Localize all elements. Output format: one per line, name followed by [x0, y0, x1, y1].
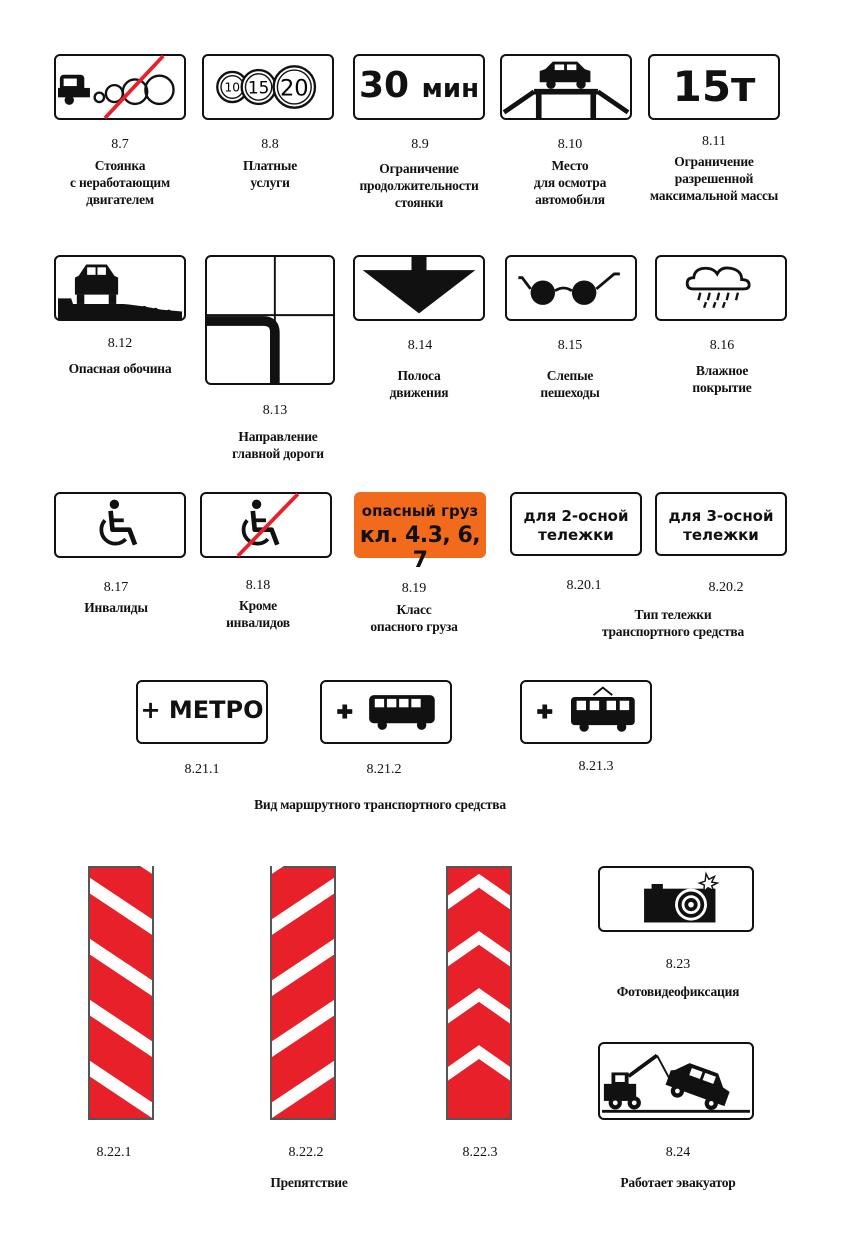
coin-10: 10 [224, 80, 241, 95]
num-8-20-2: 8.20.2 [708, 580, 744, 595]
num-8-17: 8.17 [103, 580, 129, 595]
num-8-8: 8.8 [261, 137, 279, 152]
inspection-ramp-icon [502, 56, 630, 118]
sign-8-19 [354, 492, 486, 573]
sign-8-20-2-line2: тележки [683, 526, 759, 544]
sign-8-7 [54, 54, 186, 120]
sign-8-11-text: 15т [672, 62, 756, 111]
hazard-chevrons-icon [448, 868, 510, 1118]
sign-8-13 [205, 255, 335, 385]
caption-8-8: Платные услуги [242, 158, 298, 190]
num-8-20-1: 8.20.1 [566, 578, 602, 593]
caption-8-22: Препятствие [270, 1175, 348, 1190]
rain-cloud-icon [657, 257, 785, 319]
caption-8-17: Инвалиды [84, 600, 148, 615]
num-8-21-1: 8.21.1 [184, 762, 220, 777]
sign-8-11 [648, 54, 780, 120]
sign-8-15 [505, 255, 637, 321]
main-road-direction-icon [207, 257, 333, 383]
sign-8-17 [54, 492, 186, 558]
sign-8-14 [353, 255, 485, 321]
sign-8-19-line2: кл. 4.3, 6, 7 [359, 523, 481, 573]
num-8-22-1: 8.22.1 [96, 1145, 132, 1160]
sign-8-23 [598, 866, 754, 932]
caption-8-12: Опасная обочина [68, 361, 172, 376]
tow-truck-icon [600, 1044, 752, 1118]
caption-8-24: Работает эвакуатор [620, 1175, 736, 1190]
num-8-18: 8.18 [245, 578, 271, 593]
camera-icon [600, 868, 752, 930]
coins-icon [204, 56, 332, 118]
num-8-14: 8.14 [407, 338, 433, 353]
hazard-stripes-right-icon [272, 868, 334, 1118]
num-8-15: 8.15 [557, 338, 583, 353]
lane-arrow-down-icon [355, 257, 483, 319]
caption-8-19: Класс опасного груза [370, 602, 458, 634]
sign-8-12 [54, 255, 186, 321]
caption-8-15: Слепые пешеходы [540, 368, 600, 400]
sign-8-20-1-line2: тележки [538, 526, 614, 544]
num-8-13: 8.13 [262, 403, 288, 418]
caption-8-7: Стоянка с неработающим двигателем [70, 158, 170, 207]
sign-8-20-1 [510, 492, 642, 556]
num-8-9: 8.9 [411, 137, 429, 152]
caption-8-18: Кроме инвалидов [226, 598, 290, 630]
dangerous-shoulder-icon [56, 257, 184, 319]
caption-8-9: Ограничение продолжительности стоянки [359, 161, 479, 210]
sign-8-8 [202, 54, 334, 120]
sign-8-24 [598, 1042, 754, 1120]
caption-8-16: Влажное покрытие [692, 363, 752, 395]
sign-8-21-2 [320, 680, 452, 744]
caption-8-10: Место для осмотра автомобиля [533, 158, 607, 207]
caption-8-21: Вид маршрутного транспортного средства [254, 797, 506, 812]
num-8-12: 8.12 [107, 336, 133, 351]
sign-8-16 [655, 255, 787, 321]
caption-8-23: Фотовидеофиксация [616, 984, 740, 999]
sign-8-9 [353, 54, 485, 120]
sign-8-22-1 [88, 866, 154, 1120]
num-8-23: 8.23 [665, 957, 691, 972]
coin-20: 20 [279, 75, 309, 102]
num-8-22-2: 8.22.2 [288, 1145, 324, 1160]
wheelchair-crossed-icon [202, 494, 330, 556]
sign-8-18 [200, 492, 332, 558]
num-8-11: 8.11 [702, 134, 726, 149]
parked-car-exhaust-icon [56, 56, 184, 118]
num-8-19: 8.19 [401, 581, 427, 596]
sign-8-21-1-text: + МЕТРО [140, 696, 264, 724]
num-8-16: 8.16 [709, 338, 735, 353]
sign-8-20-1-line1: для 2-осной [523, 507, 629, 525]
caption-8-20: Тип тележки транспортного средства [601, 607, 745, 639]
num-8-7: 8.7 [111, 137, 129, 152]
dark-glasses-icon [507, 257, 635, 319]
sign-8-19-line1: опасный груз [361, 502, 479, 520]
sign-8-9-text: 30 мин [358, 65, 480, 106]
wheelchair-icon [56, 494, 184, 556]
tram-icon [522, 682, 650, 742]
sign-8-20-2 [655, 492, 787, 556]
sign-8-20-2-line1: для 3-осной [668, 507, 774, 525]
caption-8-13: Направление главной дороги [232, 429, 324, 461]
num-8-21-2: 8.21.2 [366, 762, 402, 777]
coin-15: 15 [247, 77, 270, 98]
num-8-22-3: 8.22.3 [462, 1145, 498, 1160]
caption-8-11: Ограничение разрешенной максимальной массы [649, 154, 779, 203]
sign-8-10 [500, 54, 632, 120]
num-8-10: 8.10 [557, 137, 583, 152]
bus-icon [322, 682, 450, 742]
sign-8-22-3 [446, 866, 512, 1120]
hazard-stripes-left-icon [90, 868, 152, 1118]
caption-8-14: Полоса движения [389, 368, 449, 400]
num-8-24: 8.24 [665, 1145, 691, 1160]
sign-8-22-2 [270, 866, 336, 1120]
num-8-21-3: 8.21.3 [578, 759, 614, 774]
sign-8-21-1 [136, 680, 268, 744]
sign-8-21-3 [520, 680, 652, 744]
